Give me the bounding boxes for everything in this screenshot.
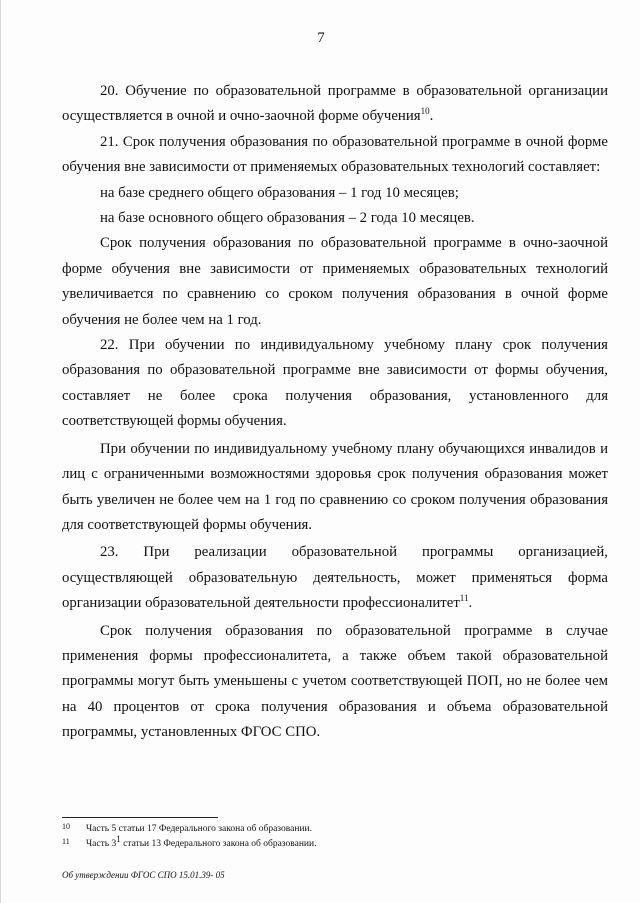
footnote-number: 10 bbox=[62, 822, 70, 831]
paragraph-21-item-a: на базе среднего общего образования – 1 год 10 месяцев; bbox=[100, 184, 459, 201]
paragraph-20 bbox=[62, 79, 608, 130]
footnote-text-part: Часть 3 bbox=[86, 838, 117, 849]
document-reference: Об утверждении ФГОС СПО 15.01.39- 05 bbox=[62, 870, 225, 880]
footnote-divider bbox=[62, 817, 218, 818]
footnote-11 bbox=[62, 833, 562, 852]
footnote-text-part: статьи 13 Федерального закона об образовании. bbox=[120, 838, 317, 849]
page-number: 7 bbox=[317, 30, 325, 46]
footnote-superscript: 1 bbox=[116, 833, 121, 844]
footnotes bbox=[62, 822, 562, 851]
paragraph-20-text: 20. Обучение по образовательной программе в образовательной организации осуществляется в очной и очно-заочной форме обучения bbox=[62, 83, 608, 125]
footnote-ref-11[interactable]: 11 bbox=[459, 593, 469, 604]
paragraph-22-b: При обучении по индивидуальному учебному плану обучающихся инвалидов и лиц с ограниченными возможностями здоровья срок получения образования может быть увеличен не более чем на 1 год по сравнению со сроком получения образования для соответствующей формы обучения. bbox=[62, 440, 608, 533]
footnote-ref-10[interactable]: 10 bbox=[420, 106, 430, 117]
paragraph-23-b: Срок получения образования по образовательной программе в случае применения формы профессионалитета, а также объем такой образовательной программы могут быть уменьшены с учетом соответствующей ПОП, но не более чем на 40 процентов от срока получения образования и объема образовательной программы, установленных ФГОС СПО. bbox=[62, 622, 608, 741]
footnote-number: 11 bbox=[62, 836, 70, 846]
footnote-text bbox=[86, 833, 317, 852]
paragraph-20-end: . bbox=[429, 108, 434, 125]
paragraph-21: 21. Срок получения образования по образовательной программе в очной форме обучения вне зависимости от применяемых образовательных технологий составляет: bbox=[62, 133, 608, 176]
paragraph-23-end: . bbox=[468, 595, 473, 612]
paragraph-23-text: 23. При реализации образовательной программы организацией, осуществляющей образовательную деятельность, может применяться форма организации образовательной деятельности профессионалитет bbox=[62, 544, 608, 612]
paragraph-23 bbox=[62, 540, 608, 616]
document-body bbox=[62, 79, 608, 746]
paragraph-21-c: Срок получения образования по образовательной программе в очно-заочной форме обучения вне зависимости от применяемых образовательных технологий увеличивается по сравнению со сроком получения образования в очной форме обучения не более чем на 1 год. bbox=[62, 235, 608, 328]
paragraph-22: 22. При обучении по индивидуальному учебному плану срок получения образования по образовательной программе вне зависимости от формы обучения, составляет не более срока получения образования, установленного для соответствующей формы обучения. bbox=[62, 337, 608, 430]
footnote-text: Часть 5 статьи 17 Федерального закона об образовании. bbox=[86, 824, 312, 834]
paragraph-21-item-b: на базе основного общего образования – 2 года 10 месяцев. bbox=[100, 210, 475, 227]
footnote-10 bbox=[62, 822, 562, 837]
